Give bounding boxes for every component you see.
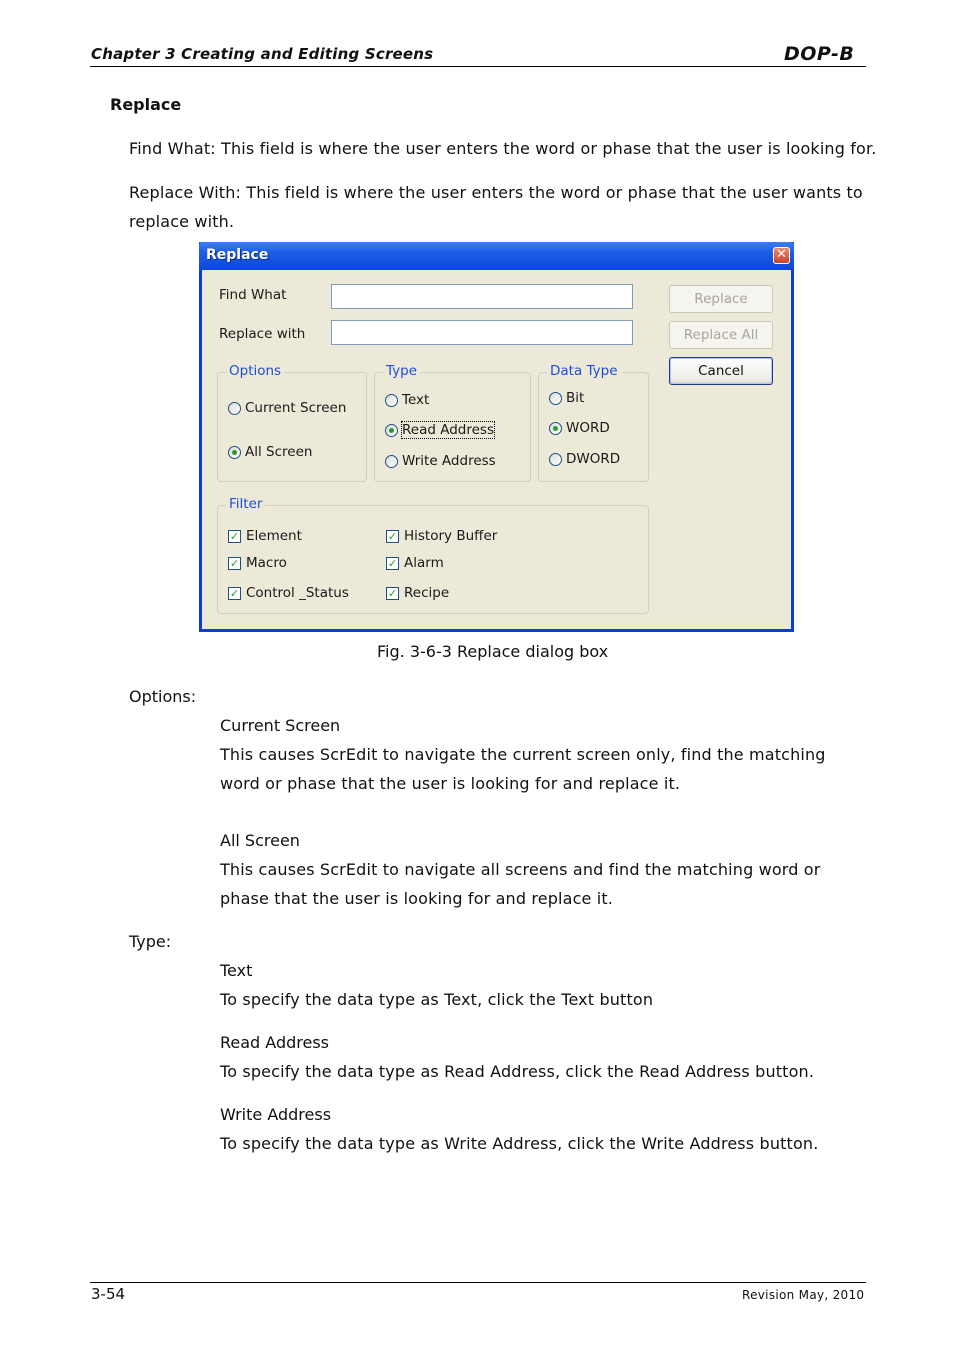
- write-address-description: To specify the data type as Write Address, click the Write Address button.: [220, 1134, 819, 1153]
- read-address-heading: Read Address: [220, 1033, 330, 1052]
- checkbox-checked-icon: ✓: [387, 529, 398, 543]
- find-what-label: Find What: [219, 287, 287, 303]
- footer-divider: [90, 1282, 866, 1283]
- radio-label: All Screen: [245, 444, 313, 460]
- radio-icon: [228, 402, 241, 415]
- type-group: [374, 363, 531, 482]
- checkbox-macro[interactable]: [228, 555, 287, 571]
- checkbox-control-status[interactable]: [228, 585, 349, 601]
- checkbox-recipe[interactable]: [386, 585, 449, 601]
- replace-button[interactable]: Replace: [669, 285, 773, 313]
- checkbox-checked-icon: ✓: [229, 586, 240, 600]
- text-heading: Text: [220, 961, 253, 980]
- radio-current-screen[interactable]: [228, 400, 346, 416]
- cancel-button[interactable]: Cancel: [669, 357, 773, 385]
- replace-with-input[interactable]: [331, 320, 633, 345]
- figure-caption: Fig. 3-6-3 Replace dialog box: [377, 642, 609, 661]
- radio-label: Current Screen: [245, 400, 347, 416]
- checkbox-history-buffer[interactable]: [386, 528, 497, 544]
- replace-all-button[interactable]: Replace All: [669, 321, 773, 349]
- radio-icon: [385, 455, 398, 468]
- dialog-titlebar: [199, 242, 794, 270]
- radio-label: DWORD: [566, 451, 621, 467]
- page-number: 3-54: [91, 1285, 126, 1303]
- type-heading: Type:: [129, 932, 172, 951]
- checkbox-label: Element: [246, 528, 302, 544]
- radio-label: Text: [402, 392, 430, 408]
- radio-label: Bit: [566, 390, 585, 406]
- find-what-description: Find What: This field is where the user enters the word or phase that the user is looking for.: [129, 139, 877, 158]
- all-screen-description: This causes ScrEdit to navigate all screens and find the matching word or phase that the user is looking for and replace it.: [220, 860, 821, 908]
- filter-legend: Filter: [226, 496, 265, 512]
- revision-date: Revision May, 2010: [742, 1288, 865, 1302]
- radio-write-address[interactable]: [385, 453, 496, 469]
- radio-all-screen[interactable]: [228, 444, 312, 460]
- replace-with-description: Replace With: This field is where the user enters the word or phase that the user wants to replace with.: [129, 183, 863, 231]
- product-logo: DOP-B: [784, 43, 855, 65]
- radio-bit[interactable]: [549, 390, 584, 406]
- data-type-group: [538, 363, 649, 482]
- radio-word[interactable]: [549, 420, 610, 436]
- read-address-description: To specify the data type as Read Address, click the Read Address button.: [220, 1062, 815, 1081]
- type-legend: Type: [383, 363, 420, 379]
- checkbox-element[interactable]: [228, 528, 302, 544]
- close-icon[interactable]: ✕: [773, 247, 790, 264]
- checkbox-label: Recipe: [404, 585, 450, 601]
- checkbox-checked-icon: ✓: [229, 556, 240, 570]
- current-screen-heading: Current Screen: [220, 716, 341, 735]
- options-group: [217, 363, 367, 482]
- options-legend: Options: [226, 363, 284, 379]
- write-address-heading: Write Address: [220, 1105, 332, 1124]
- radio-dword[interactable]: [549, 451, 620, 467]
- radio-label: Write Address: [402, 453, 496, 469]
- checkbox-label: Alarm: [404, 555, 444, 571]
- section-title: Replace: [110, 95, 182, 114]
- filter-group: [217, 496, 649, 614]
- checkbox-checked-icon: ✓: [387, 556, 398, 570]
- radio-label: WORD: [566, 420, 610, 436]
- radio-icon: [549, 453, 562, 466]
- checkbox-label: Macro: [246, 555, 287, 571]
- data-type-legend: Data Type: [547, 363, 621, 379]
- radio-label: Read Address: [402, 422, 494, 438]
- checkbox-checked-icon: ✓: [387, 586, 398, 600]
- find-what-input[interactable]: [331, 284, 633, 309]
- all-screen-heading: All Screen: [220, 831, 300, 850]
- checkbox-label: Control _Status: [246, 585, 349, 601]
- checkbox-label: History Buffer: [404, 528, 498, 544]
- header-divider: [90, 66, 866, 67]
- text-description: To specify the data type as Text, click the Text button: [220, 990, 654, 1009]
- radio-read-address[interactable]: [385, 422, 494, 438]
- options-heading: Options:: [129, 687, 197, 706]
- checkbox-checked-icon: ✓: [229, 529, 240, 543]
- current-screen-description: This causes ScrEdit to navigate the current screen only, find the matching word or phase that the user is looking for and replace it.: [220, 745, 826, 793]
- replace-with-label: Replace with: [219, 326, 306, 342]
- radio-icon: [549, 392, 562, 405]
- replace-dialog: [199, 242, 794, 632]
- radio-selected-icon: [385, 424, 398, 437]
- radio-selected-icon: [228, 446, 241, 459]
- chapter-title: Chapter 3 Creating and Editing Screens: [91, 45, 434, 63]
- radio-selected-icon: [549, 422, 562, 435]
- radio-icon: [385, 394, 398, 407]
- checkbox-alarm[interactable]: [386, 555, 444, 571]
- dialog-title: Replace: [206, 247, 269, 263]
- radio-text[interactable]: [385, 392, 429, 408]
